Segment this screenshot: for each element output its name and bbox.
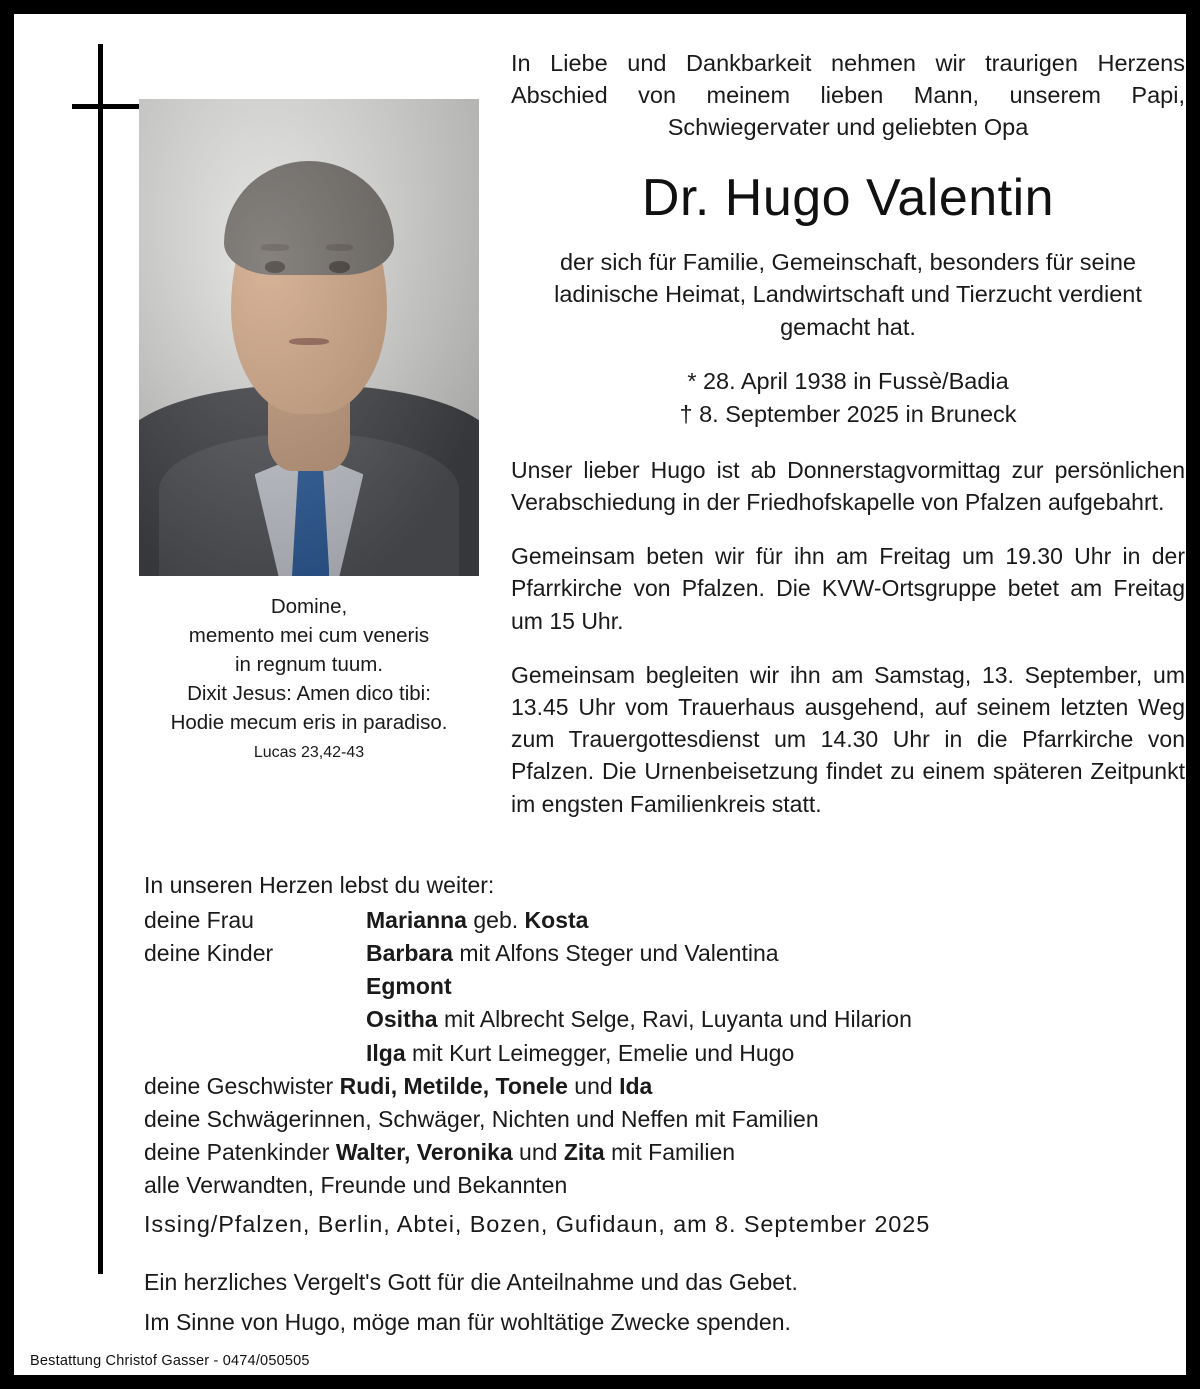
family-name-bold: Barbara [366,940,453,967]
family-name-line [366,1003,1174,1036]
family-relation-label: deine Frau [144,907,254,934]
family-name-line [144,1070,1174,1103]
family-name-bold: Ositha [366,1006,438,1033]
place-and-date: Issing/Pfalzen, Berlin, Abtei, Bozen, Gufidaun, am 8. September 2025 [144,1211,931,1237]
family-relation-names [366,904,1174,937]
family-name-line [144,1103,1174,1136]
family-text: deine Geschwister [144,1072,340,1099]
family-name-line [144,1136,1174,1169]
family-list [144,869,1174,1202]
thanks-line-1: Ein herzliches Vergelt's Gott für die Anteilnahme und das Gebet. [144,1269,798,1295]
family-name-line [366,904,1174,937]
verse-line-2: memento mei cum veneris [188,624,430,648]
cross-vertical-bar [98,44,103,1274]
verse-line-3: in regnum tuum. [234,653,384,677]
intro-text: In Liebe und Dankbarkeit nehmen wir traurigen Herzens Abschied von meinem lieben Mann, unserem Papi, Schwiegervater und geliebten Opa [511,50,1185,140]
paragraph-2: Gemeinsam beten wir für ihn am Freitag um 19.30 Uhr in der Pfarrkirche von Pfalzen. Die KVW-Ortsgruppe betet am Freitag um 15 Uhr. [511,543,1185,634]
family-name-line [366,970,1174,1003]
portrait-image [139,99,479,576]
family-text: und [567,1072,620,1099]
family-name-line [144,1169,1174,1202]
family-text: mit Albrecht Selge, Ravi, Luyanta und Hilarion [437,1006,912,1033]
family-row [144,904,1174,937]
cross-horizontal-bar [72,104,142,109]
portrait-photo [139,99,479,576]
cross-icon [72,44,142,1274]
family-relation-label: deine Kinder [144,940,274,967]
family-text: deine Patenkinder [144,1138,336,1165]
family-name-bold: Rudi, Metilde, Tonele [339,1072,568,1099]
verse-line-1: Domine, [270,595,348,618]
funeral-home-footer: Bestattung Christof Gasser - 0474/050505 [30,1353,310,1369]
family-text: mit Familien [604,1138,736,1165]
death-date: † 8. September 2025 in Bruneck [679,401,1017,428]
paragraph-3: Gemeinsam begleiten wir ihn am Samstag, 13. September, um 13.45 Uhr vom Trauerhaus ausgehend, auf seinem letzten Weg zum Trauergottesdienst um 14.30 Uhr in die Pfarrkirche von Pfalzen. Die Urnenbeisetzung findet zu einem späteren Zeitpunkt im engsten Familienkreis statt. [511,661,1185,817]
family-name-bold: Marianna [366,907,467,934]
family-heading: In unseren Herzen lebst du weiter: [144,872,495,898]
portrait-shading [139,99,479,576]
family-name-bold: Egmont [366,973,452,1000]
family-relation-names [366,937,1174,1069]
family-extra-lines [144,1070,1174,1202]
tribute-text: der sich für Familie, Gemeinschaft, besonders für seine ladinische Heimat, Landwirtschaft und Tierzucht verdient gemacht hat. [554,248,1142,340]
bible-verse [139,592,479,764]
family-text: alle Verwandten, Freunde und Bekannten [144,1171,568,1198]
family-text: deine Schwägerinnen, Schwäger, Nichten und Neffen mit Familien [144,1105,819,1132]
family-text: mit Alfons Steger und Valentina [452,940,779,967]
family-text: geb. [466,907,525,934]
family-name-bold: Kosta [524,907,589,934]
family-text: und [512,1138,564,1165]
verse-reference: Lucas 23,42-43 [253,743,365,761]
family-name-bold: Zita [563,1138,605,1165]
family-row [144,937,1174,1069]
family-name-bold: Ilga [366,1039,406,1066]
verse-line-5: Hodie mecum eris in paradiso. [170,711,448,735]
card-inner [14,14,1186,1375]
family-name-bold: Walter, Veronika [335,1138,513,1165]
family-rows [144,904,1174,1070]
main-text-column [511,48,1185,820]
family-name-bold: Ida [619,1072,653,1099]
thanks-line-2: Im Sinne von Hugo, möge man für wohltätige Zwecke spenden. [144,1309,791,1336]
family-text: mit Kurt Leimegger, Emelie und Hugo [405,1039,795,1066]
family-name-line [366,937,1174,970]
thanks-block [144,1262,1174,1343]
verse-line-4: Dixit Jesus: Amen dico tibi: [187,682,431,706]
life-dates [511,365,1185,432]
paragraph-1: Unser lieber Hugo ist ab Donnerstagvormittag zur persönlichen Verabschiedung in der Friedhofskapelle von Pfalzen aufgebahrt. [511,456,1185,516]
family-name-line [366,1037,1174,1070]
deceased-name: Dr. Hugo Valentin [641,168,1055,227]
birth-date: * 28. April 1938 in Fussè/Badia [687,368,1009,395]
